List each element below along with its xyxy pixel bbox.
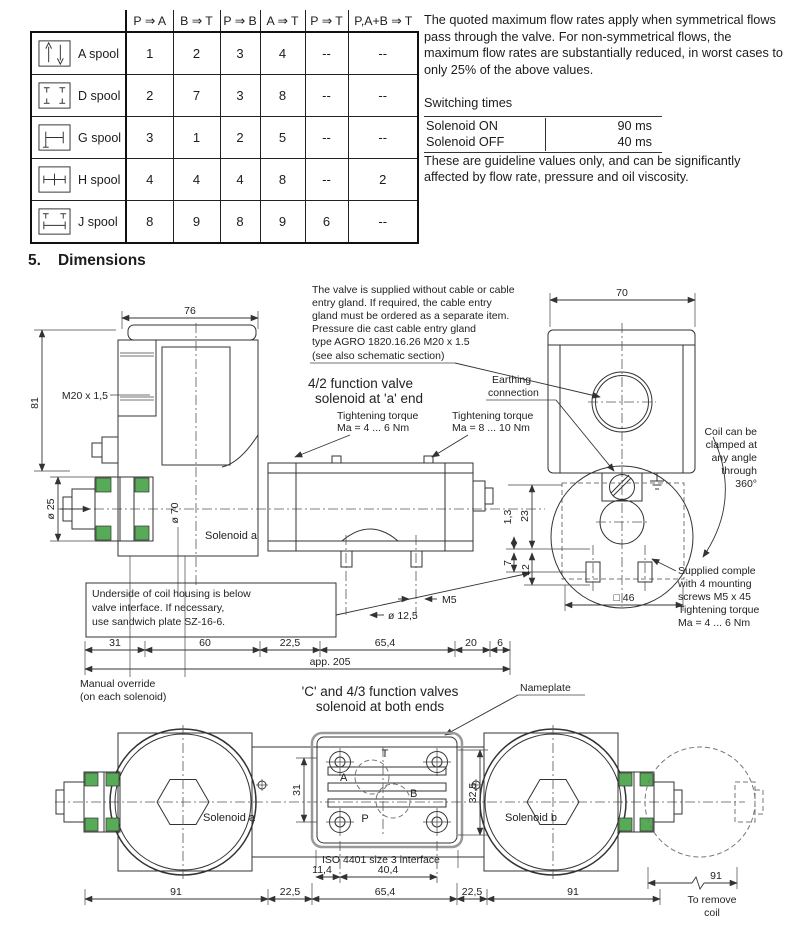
dim-32-5: 32,5: [467, 782, 479, 804]
to-remove-coil-label: To remove: [687, 894, 737, 906]
col-header: P ⇒ B: [220, 10, 260, 32]
a-spool-icon: [38, 39, 71, 68]
coil-clamp-note: clamped at: [705, 439, 757, 451]
torque-a-label: Tightening torque: [337, 410, 419, 422]
mounting-bolt-hole: [423, 808, 451, 836]
solenoid-a-label: Solenoid a: [205, 530, 257, 542]
cell: 9: [260, 201, 305, 244]
mounting-bolt-hole: [423, 748, 451, 776]
cell: 2: [173, 32, 220, 75]
notes-column: [424, 12, 784, 186]
dim-o12-5: ø 12,5: [388, 610, 418, 622]
switching-label: Solenoid ON: [426, 118, 498, 133]
earthing-label: connection: [488, 387, 539, 399]
port-b-label: B: [410, 788, 418, 800]
table-row: [31, 117, 418, 159]
cell: 1: [126, 32, 173, 75]
to-remove-coil-label: coil: [704, 907, 720, 919]
nameplate-label: Nameplate: [520, 682, 571, 694]
spool-label: D spool: [78, 88, 121, 103]
dim-1-3: 1,3: [502, 509, 514, 525]
cell: 4: [173, 159, 220, 201]
valve-c43-title: 'C' and 4/3 function valves: [301, 684, 459, 699]
cable-note-line: entry gland. If required, the cable entry: [312, 297, 492, 309]
table-header-row: [31, 10, 418, 32]
dim-22-5: 22,5: [279, 637, 301, 649]
h-spool-icon: [38, 165, 71, 194]
cell: --: [305, 159, 348, 201]
cell: 3: [220, 32, 260, 75]
dim-sq46: □ 46: [613, 592, 635, 604]
table-corner-cell: [31, 10, 126, 32]
dim-6: 6: [497, 637, 503, 649]
dim-22-5-left: 22,5: [279, 886, 301, 898]
cell: 2: [126, 75, 173, 117]
dim-60: 60: [199, 637, 211, 649]
cell: --: [348, 117, 418, 159]
dim-91-right: 91: [567, 886, 579, 898]
dim-7: 7: [502, 560, 514, 566]
dim-23: 23: [519, 510, 531, 522]
cell: 1: [173, 117, 220, 159]
cell: 2: [348, 159, 418, 201]
valve-42-title: 4/2 function valve: [308, 376, 414, 391]
table-row: [31, 159, 418, 201]
manual-override-label: (on each solenoid): [80, 691, 167, 703]
left-valve-side-view: [29, 305, 545, 703]
dim-m20-label: M20 x 1,5: [61, 390, 108, 402]
earthing-screw: [602, 473, 642, 501]
bottom-dimension-chain-top-drawing: [85, 637, 510, 675]
switching-value: 40 ms: [545, 134, 662, 151]
cable-note-line: (see also schematic section): [312, 350, 445, 362]
cell: 4: [126, 159, 173, 201]
port-t-label: T: [381, 748, 389, 760]
underside-note-line: Underside of coil housing is below: [92, 588, 251, 600]
section-number: 5.: [28, 252, 41, 269]
dim-12: 12: [520, 564, 532, 576]
cell: 8: [260, 75, 305, 117]
mounting-bolt-hole: [326, 808, 354, 836]
dim-o25: ø 25: [45, 498, 57, 520]
spool-label: A spool: [78, 46, 120, 61]
valve-42-title: solenoid at 'a' end: [315, 391, 423, 406]
col-header: A ⇒ T: [260, 10, 305, 32]
iso-interface-plate: [312, 733, 462, 847]
dim-76: 76: [184, 305, 196, 317]
cell: 3: [220, 75, 260, 117]
dim-70: 70: [616, 287, 628, 299]
dim-11-4: 11,4: [312, 864, 332, 876]
coil-clamp-note: through: [721, 465, 757, 477]
underside-note-line: use sandwich plate SZ-16-6.: [92, 616, 226, 628]
switching-label: Solenoid OFF: [426, 135, 505, 149]
switching-times-table: [424, 116, 662, 153]
solenoid-b-label: Solenoid b: [505, 812, 557, 824]
coil-clamp-note: Coil can be: [704, 426, 757, 438]
dim-app-205: app. 205: [309, 656, 351, 668]
coil-clamp-note: 360°: [735, 478, 757, 490]
flow-note: The quoted maximum flow rates apply when symmetrical flows pass through the valve. For non-symmetrical flows, the maximum flow rates are substantially reduced, in worst cases to only 25% of the above values.: [424, 13, 783, 77]
cable-note-line: The valve is supplied without cable or cable: [312, 285, 515, 296]
cell: 8: [260, 159, 305, 201]
remove-coil-dimension: [648, 867, 737, 919]
manual-override-label: Manual override: [80, 678, 156, 690]
j-spool-icon: [38, 207, 71, 236]
g-spool-icon: [38, 123, 71, 152]
switching-row: [424, 134, 662, 151]
supplied-note: Tightening torque: [678, 604, 760, 616]
cell: 4: [220, 159, 260, 201]
cell: 6: [305, 201, 348, 244]
dim-91-left: 91: [170, 886, 182, 898]
cell: --: [305, 117, 348, 159]
flow-rate-table: [30, 10, 419, 244]
table-row: [31, 201, 418, 244]
coil-clamp-note: any angle: [711, 452, 757, 464]
torque-b-label: Tightening torque: [452, 410, 534, 422]
table-row: [31, 75, 418, 117]
bottom-dimension-chain: [85, 883, 660, 905]
port-a-label: A: [340, 772, 348, 784]
torque-b-label: Ma = 8 ... 10 Nm: [452, 422, 530, 434]
solenoid-b-coil: [480, 725, 763, 879]
dim-91-remove: 91: [710, 870, 722, 882]
dimensions-figure: [0, 285, 787, 935]
dim-m5: M5: [442, 594, 457, 606]
cell: --: [348, 75, 418, 117]
dim-v31: 31: [291, 784, 303, 796]
port-p-label: P: [361, 813, 369, 825]
switching-value: 90 ms: [545, 118, 662, 135]
cell: 8: [126, 201, 173, 244]
valve-c43-title: solenoid at both ends: [315, 699, 445, 714]
cell: 3: [126, 117, 173, 159]
cell: --: [348, 32, 418, 75]
cable-note-line: gland must be ordered as a separate item.: [312, 310, 510, 322]
cable-note-line: Pressure die cast cable entry gland: [312, 323, 477, 335]
dim-31: 31: [109, 637, 121, 649]
table-row: [31, 32, 418, 75]
cell: 2: [220, 117, 260, 159]
right-coil-end-view: [502, 287, 759, 629]
dim-81: 81: [29, 397, 41, 409]
col-header: P ⇒ A: [126, 10, 173, 32]
supplied-note: with 4 mounting: [678, 578, 752, 590]
spool-label: J spool: [78, 214, 118, 229]
cell: --: [348, 201, 418, 244]
dim-20: 20: [465, 637, 477, 649]
d-spool-icon: [38, 81, 71, 110]
supplied-note: Supplied comple: [678, 565, 756, 577]
bottom-valve-drawing: [55, 682, 763, 919]
cell: 4: [260, 32, 305, 75]
cell: 8: [220, 201, 260, 244]
cell: 5: [260, 117, 305, 159]
col-header: P,A+B ⇒ T: [348, 10, 418, 32]
cable-note-line: type AGRO 1820.16.26 M20 x 1.5: [312, 336, 470, 348]
guideline-note: These are guideline values only, and can be significantly affected by flow rate, pressure and oil viscosity.: [424, 153, 741, 184]
spool-label: H spool: [78, 172, 121, 187]
dim-65-4-center: 65,4: [374, 886, 396, 898]
switching-times-title: Switching times: [424, 96, 513, 110]
dim-40-4: 40,4: [377, 864, 399, 876]
col-header: P ⇒ T: [305, 10, 348, 32]
cell: --: [305, 75, 348, 117]
supplied-note: Ma = 4 ... 6 Nm: [678, 617, 751, 629]
cell: 7: [173, 75, 220, 117]
earthing-label: Earthing: [492, 374, 532, 386]
solenoid-a-label: Solenoid a: [203, 812, 255, 824]
dim-22-5-right: 22,5: [461, 886, 483, 898]
spool-label: G spool: [78, 130, 122, 145]
switching-row: [424, 118, 662, 135]
iso-interface-label: ISO 4401 size 3 interface: [322, 854, 440, 866]
section-heading: [28, 252, 146, 270]
underside-note-line: valve interface. If necessary,: [92, 602, 225, 614]
torque-a-label: Ma = 4 ... 6 Nm: [337, 422, 410, 434]
col-header: B ⇒ T: [173, 10, 220, 32]
cell: 9: [173, 201, 220, 244]
supplied-note: screws M5 x 45: [678, 591, 751, 603]
cell: --: [305, 32, 348, 75]
dim-65-4: 65,4: [374, 637, 396, 649]
section-title: Dimensions: [57, 252, 146, 269]
dim-o70: ø 70: [169, 502, 181, 524]
